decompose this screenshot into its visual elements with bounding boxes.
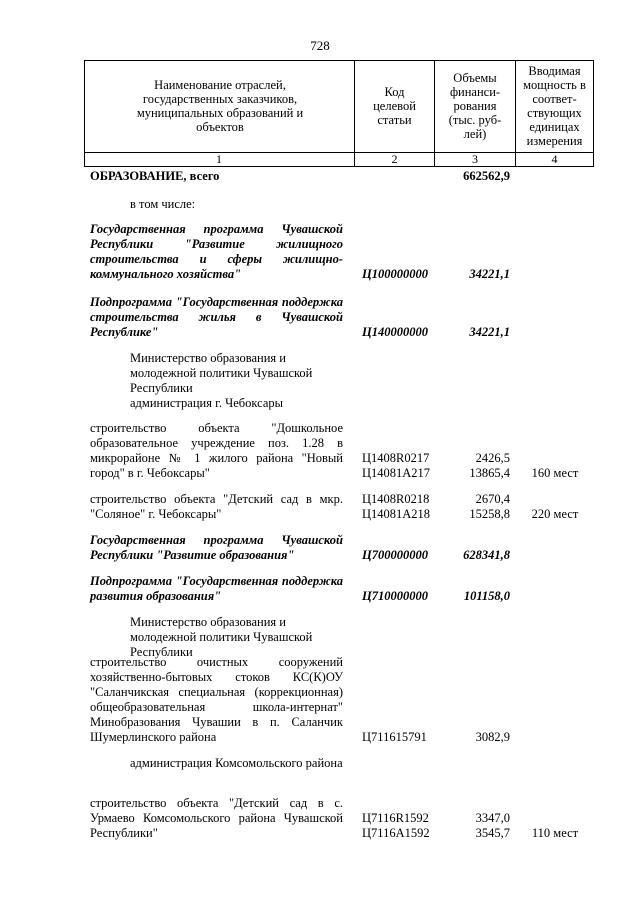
header-col-code: Код целевой статьи [373, 85, 416, 127]
obj-urmaevo-amount-1: 3347,0 [475, 811, 510, 825]
column-number-1: 1 [216, 152, 222, 166]
header-col-amount: Объемы финанси-рования (тыс. руб-лей) [448, 71, 502, 141]
obj-kindergarten-solyanoe-label: строительство объекта "Детский сад в мкр. "Соляное" г. Чебоксары" [90, 492, 343, 521]
obj-urmaevo-capacity: 110 мест [531, 826, 579, 840]
sp-housing-support-label: Подпрограмма "Государственная поддержка строительства жилья в Чувашской Республике" [90, 295, 343, 339]
header-right-border [593, 60, 594, 167]
obj-kindergarten-solyanoe-capacity: 220 мест [531, 507, 579, 521]
gp-housing-code: Ц100000000 [362, 267, 428, 281]
obj-urmaevo-code-2: Ц7116А1592 [362, 826, 430, 840]
obj-kindergarten-128-code-1: Ц1408R0217 [362, 451, 430, 465]
table-header [84, 60, 594, 167]
admin-cheboksary-label: администрация г. Чебоксары [130, 396, 284, 410]
sp-housing-support-amount: 34221,1 [469, 325, 510, 339]
sp-education-support-amount: 101158,0 [463, 589, 510, 603]
sp-education-support-label: Подпрограмма "Государственная поддержка развития образования" [90, 574, 343, 603]
obj-kindergarten-128-label: строительство объекта "Дошкольное образовательное учреждение поз. 1.28 в микрорайоне № 1 жилого района "Новый город" в г. Чебоксары" [90, 421, 343, 480]
header-col-capacity: Вводимая мощность в соответ-ствующих единицах измерения [523, 64, 586, 148]
page-number: 728 [310, 38, 330, 53]
ministry-1-label: Министерство образования и молодежной политики Чувашской Республики [130, 351, 313, 395]
obj-kindergarten-128-amount-1: 2426,5 [475, 451, 510, 465]
header-bottom-border [84, 166, 594, 167]
obj-urmaevo-amount-2: 3545,7 [475, 826, 510, 840]
gp-housing-label: Государственная программа Чувашской Республики "Развитие жилищного строительства и сферы жилищно-коммунального хозяйства" [90, 222, 343, 281]
ministry-2-label: Министерство образования и молодежной политики Чувашской Республики [130, 615, 313, 659]
obj-urmaevo-label: строительство объекта "Детский сад в с. Урмаево Комсомольского района Чувашской Республики" [90, 796, 343, 840]
obj-kindergarten-128-amount-2: 13865,4 [469, 466, 510, 480]
gp-education-label: Государственная программа Чувашской Республики "Развитие образования" [90, 533, 343, 562]
obj-kindergarten-solyanoe-code-1: Ц1408R0218 [362, 492, 430, 506]
column-number-2: 2 [391, 152, 398, 166]
obj-kindergarten-solyanoe-amount-2: 15258,8 [469, 507, 510, 521]
obj-treatment-label: строительство очистных сооружений хозяйственно-бытовых стоков КС(К)ОУ "Саланчикская специальная (коррекционная) общеобразовательная школа-интернат" Минобразования Чувашии в п. Саланчик Шумерлинского района [90, 655, 343, 744]
header-col-name: Наименование отраслей, государственных заказчиков, муниципальных образований и объектов [136, 78, 304, 134]
including-label: в том числе: [130, 197, 196, 211]
column-number-4: 4 [551, 152, 558, 166]
obj-treatment-code: Ц711615791 [362, 730, 427, 744]
admin-komsomol-label: администрация Комсомольского района [130, 756, 343, 770]
obj-treatment-amount: 3082,9 [475, 730, 510, 744]
education-total-amount: 662562,9 [463, 169, 510, 183]
gp-education-amount: 628341,8 [463, 548, 510, 562]
header-left-border [84, 60, 85, 167]
sp-housing-support-code: Ц140000000 [362, 325, 428, 339]
obj-kindergarten-128-capacity: 160 мест [531, 466, 579, 480]
education-total-label: ОБРАЗОВАНИЕ, всего [90, 169, 220, 183]
obj-urmaevo-code-1: Ц7116R1592 [362, 811, 429, 825]
obj-kindergarten-solyanoe-amount-1: 2670,4 [475, 492, 510, 506]
obj-kindergarten-solyanoe-code-2: Ц14081А218 [362, 507, 431, 521]
column-number-3: 3 [472, 152, 478, 166]
gp-housing-amount: 34221,1 [469, 267, 510, 281]
obj-kindergarten-128-code-2: Ц14081А217 [362, 466, 431, 480]
sp-education-support-code: Ц710000000 [362, 589, 428, 603]
gp-education-code: Ц700000000 [362, 548, 428, 562]
